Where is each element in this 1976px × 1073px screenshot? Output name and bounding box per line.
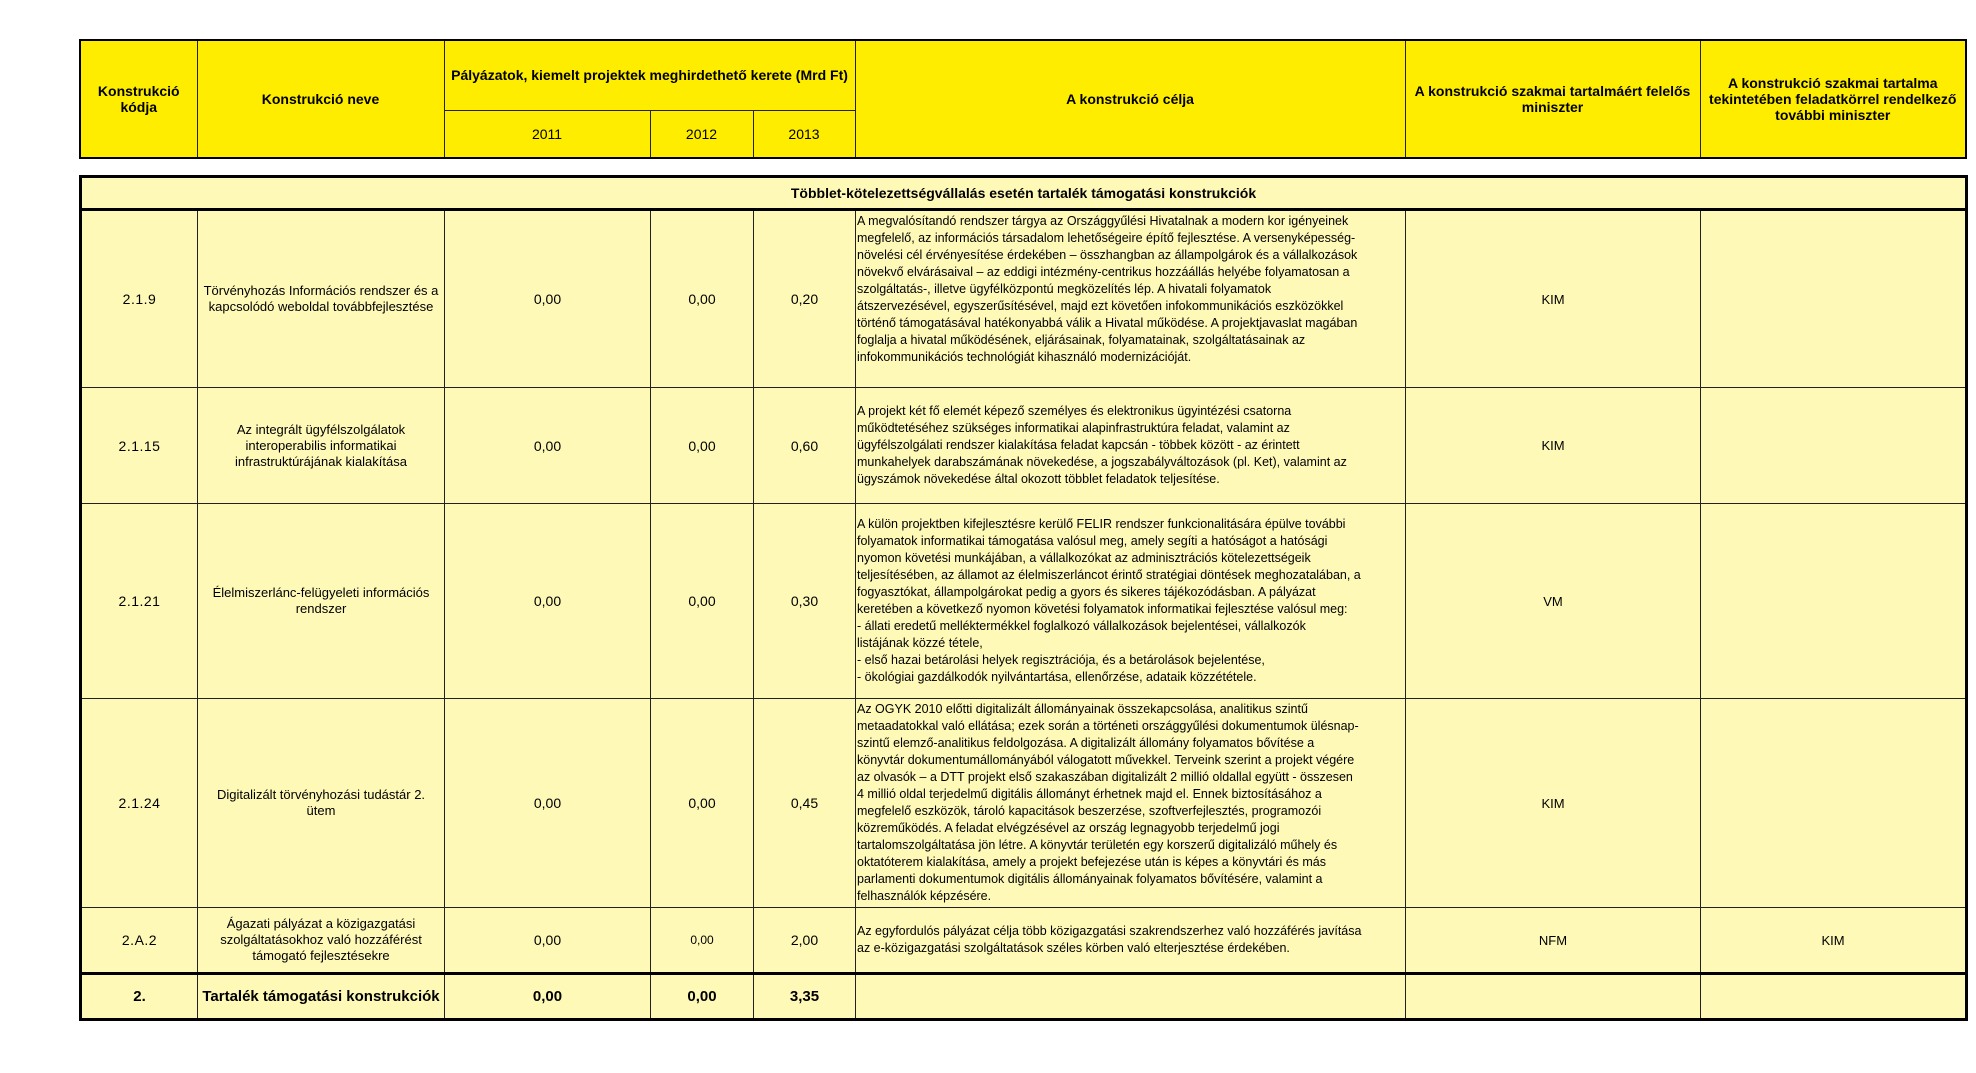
row-goal-text: Az egyfordulós pályázat célja több közigazgatási szakrendszerhez való hozzáférés javítása az e-közigazgatási szolgáltatások széles körben való elterjesztése érdekében.	[857, 924, 1362, 955]
header-year-2012: 2012	[650, 110, 753, 158]
row-code: 2.1.15	[81, 388, 198, 504]
row-2012: 0,00	[651, 699, 754, 908]
total-code: 2.	[81, 974, 198, 1020]
row-2013: 0,60	[754, 388, 856, 504]
table-row	[81, 388, 1967, 504]
row-goal	[856, 388, 1406, 504]
total-2012: 0,00	[651, 974, 754, 1020]
header-name: Konstrukció neve	[197, 40, 444, 158]
row-goal	[856, 210, 1406, 388]
total-goal-empty	[856, 974, 1406, 1020]
row-name: Az integrált ügyfélszolgálatok interoperabilis informatikai infrastruktúrájának kialakítása	[198, 388, 445, 504]
header-other-minister: A konstrukció szakmai tartalma tekintetében feladatkörrel rendelkező további miniszter	[1700, 40, 1966, 158]
table-row	[81, 908, 1967, 974]
total-2011: 0,00	[445, 974, 651, 1020]
row-other-minister: KIM	[1701, 908, 1967, 974]
table-row	[81, 210, 1967, 388]
row-name: Digitalizált törvényhozási tudástár 2. ütem	[198, 699, 445, 908]
row-2012: 0,00	[651, 504, 754, 699]
row-name: Törvényhozás Információs rendszer és a kapcsolódó weboldal továbbfejlesztése	[198, 210, 445, 388]
row-2013: 0,20	[754, 210, 856, 388]
row-2013: 2,00	[754, 908, 856, 974]
row-2012: 0,00	[651, 908, 754, 974]
header-table	[79, 39, 1967, 159]
header-minister: A konstrukció szakmai tartalmáért felelős miniszter	[1405, 40, 1700, 158]
row-minister: VM	[1406, 504, 1701, 699]
row-goal-text: Az OGYK 2010 előtti digitalizált állományainak összekapcsolása, analitikus szintű metaadatokkal való ellátása; ezek során a történeti országgyűlési dokumentumok ülésnap- szintű elemző-analitikus feldolgozása. A digitalizált állomány folyamatos bővítése a könyvtár dokumentumállományából válogatott művekkel. Terveink szerint a projekt végére az olvasók – a DTT projekt első szakaszában digitalizált 2 millió oldallal együtt - összesen 4 millió oldal terjedelmű digitális állományt érhetnek majd el. Ennek biztosításához a megfelelő eszközök, tároló kapacitások beszerzése, szoftverfejlesztés, programozói közreműködés. A feladat elvégzésével az ország legnagyobb terjedelmű jogi tartalomszolgáltatása jön létre. A könyvtár területén egy korszerű digitalizáló műhely és oktatóterem kialakítása, amely a projekt befejezése után is képes a könyvtári és más parlamenti dokumentumok digitális állományainak folyamatos bővítésére, valamint a felhasználók képzésére.	[857, 702, 1359, 903]
header-year-2013: 2013	[753, 110, 855, 158]
row-name: Élelmiszerlánc-felügyeleti információs rendszer	[198, 504, 445, 699]
row-2012: 0,00	[651, 388, 754, 504]
total-2013: 3,35	[754, 974, 856, 1020]
row-minister: KIM	[1406, 388, 1701, 504]
row-2013: 0,45	[754, 699, 856, 908]
row-goal	[856, 699, 1406, 908]
header-year-2011: 2011	[444, 110, 650, 158]
total-other-minister-empty	[1701, 974, 1967, 1020]
header-budget: Pályázatok, kiemelt projektek meghirdethető kerete (Mrd Ft)	[444, 40, 855, 110]
row-goal-text: A külön projektben kifejlesztésre kerülő FELIR rendszer funkcionalitására épülve további folyamatok informatikai támogatása valósul meg, amely segíti a hatóságot a hatósági nyomon követési munkájában, a vállalkozókat az adminisztrációs kötelezettségeik teljesítésében, az államot az élelmiszerláncot érintő stratégiai döntések meghozatalában, a fogyasztókat, állampolgárokat pedig a gyors és sikeres tájékozódásban. A pályázat keretében a következő nyomon követési folyamatok informatikai fejlesztése valósul meg: - állati eredetű melléktermékkel foglalkozó vállalkozások bejelentései, vállalkozók listájának közzé tétele, - első hazai betárolási helyek regisztrációja, és a betárolások bejelentése, - ökológiai gazdálkodók nyilvántartása, ellenőrzése, adataik közzététele.	[857, 517, 1361, 684]
row-2011: 0,00	[445, 504, 651, 699]
section-title: Többlet-kötelezettségvállalás esetén tartalék támogatási konstrukciók	[81, 177, 1967, 210]
row-other-minister	[1701, 210, 1967, 388]
row-2012: 0,00	[651, 210, 754, 388]
row-minister: NFM	[1406, 908, 1701, 974]
row-goal-text: A projekt két fő elemét képező személyes és elektronikus ügyintézési csatorna működtetéséhez szükséges informatikai alapinfrastruktúra feladat, valamint az ügyfélszolgálati rendszer kialakítása feladat kapcsán - többek között - az érintett munkahelyek darabszámának növekedése, a jogszabályváltozások (pl. Ket), valamint az ügyszámok növekedése által okozott többlet feladatok teljesítése.	[857, 404, 1347, 486]
row-2011: 0,00	[445, 908, 651, 974]
row-2011: 0,00	[445, 699, 651, 908]
total-name: Tartalék támogatási konstrukciók	[198, 974, 445, 1020]
row-other-minister	[1701, 504, 1967, 699]
header-code: Konstrukció kódja	[80, 40, 197, 158]
row-2011: 0,00	[445, 210, 651, 388]
row-code: 2.A.2	[81, 908, 198, 974]
table-row	[81, 699, 1967, 908]
header-goal: A konstrukció célja	[855, 40, 1405, 158]
row-goal	[856, 908, 1406, 974]
row-2011: 0,00	[445, 388, 651, 504]
row-minister: KIM	[1406, 699, 1701, 908]
row-goal-text: A megvalósítandó rendszer tárgya az Országgyűlési Hivatalnak a modern kor igényeinek megfelelő, az információs társadalom lehetőségeire építő fejlesztése. A versenyképesség- növelési cél érvényesítése érdekében – összhangban az állampolgárok és a vállalkozások növekvő elvárásaival – az eddigi intézmény-centrikus hozzáállás helyébe folyamatosan a szolgáltatás-, illetve ügyfélközpontú megközelítés lép. A hivatali folyamatok átszervezésével, egyszerűsítésével, majd ezt követően infokommunikációs eszközökkel történő támogatásával hatékonyabbá válik a Hivatal működése. A projektjavaslat magában foglalja a hivatal működésének, eljárásainak, folyamatainak, szolgáltatásainak az infokommunikációs technológiát kihasználó modernizációját.	[857, 214, 1358, 364]
row-code: 2.1.9	[81, 210, 198, 388]
row-2013: 0,30	[754, 504, 856, 699]
row-minister: KIM	[1406, 210, 1701, 388]
construction-table	[79, 175, 1968, 1021]
row-goal	[856, 504, 1406, 699]
row-code: 2.1.24	[81, 699, 198, 908]
total-minister-empty	[1406, 974, 1701, 1020]
total-row	[81, 974, 1967, 1020]
row-code: 2.1.21	[81, 504, 198, 699]
table-row	[81, 504, 1967, 699]
row-other-minister	[1701, 699, 1967, 908]
row-other-minister	[1701, 388, 1967, 504]
row-name: Ágazati pályázat a közigazgatási szolgáltatásokhoz való hozzáférést támogató fejlesztésekre	[198, 908, 445, 974]
